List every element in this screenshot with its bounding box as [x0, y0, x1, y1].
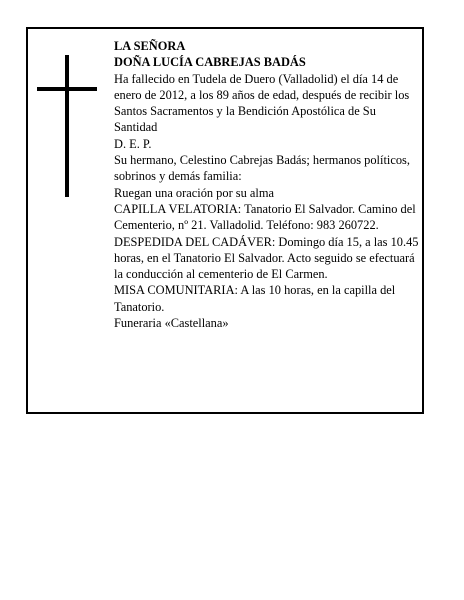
cross-icon — [37, 55, 97, 197]
deceased-name: DOÑA LUCÍA CABREJAS BADÁS — [114, 55, 306, 70]
prayer-request: Ruegan una oración por su alma — [114, 185, 274, 200]
cross-horizontal-bar — [37, 87, 97, 91]
farewell-info: DESPEDIDA DEL CADÁVER: Domingo día 15, a las 10.45 horas, en el Tanatorio El Salvador. Acto seguido se efectuará la conducción al cementerio de El Carmen. — [114, 234, 419, 282]
chapel-info: CAPILLA VELATORIA: Tanatorio El Salvador. Camino del Cementerio, nº 21. Valladolid. Teléfono: 983 260722. — [114, 201, 416, 233]
funeral-home: Funeraria «Castellana» — [114, 316, 229, 331]
family-text: Su hermano, Celestino Cabrejas Badás; hermanos políticos, sobrinos y demás familia: — [114, 153, 410, 184]
cross-vertical-bar — [65, 55, 69, 197]
obituary-text — [114, 38, 419, 331]
death-info: Ha fallecido en Tudela de Duero (Valladolid) el día 14 de enero de 2012, a los 89 años de edad, después de recibir los Santos Sacramentos y la Bendición Apostólica de Su Santidad — [114, 71, 410, 135]
notice-title: LA SEÑORA — [114, 39, 186, 53]
dep-text: D. E. P. — [114, 136, 152, 151]
mass-info: MISA COMUNITARIA: A las 10 horas, en la capilla del Tanatorio. — [114, 283, 396, 314]
